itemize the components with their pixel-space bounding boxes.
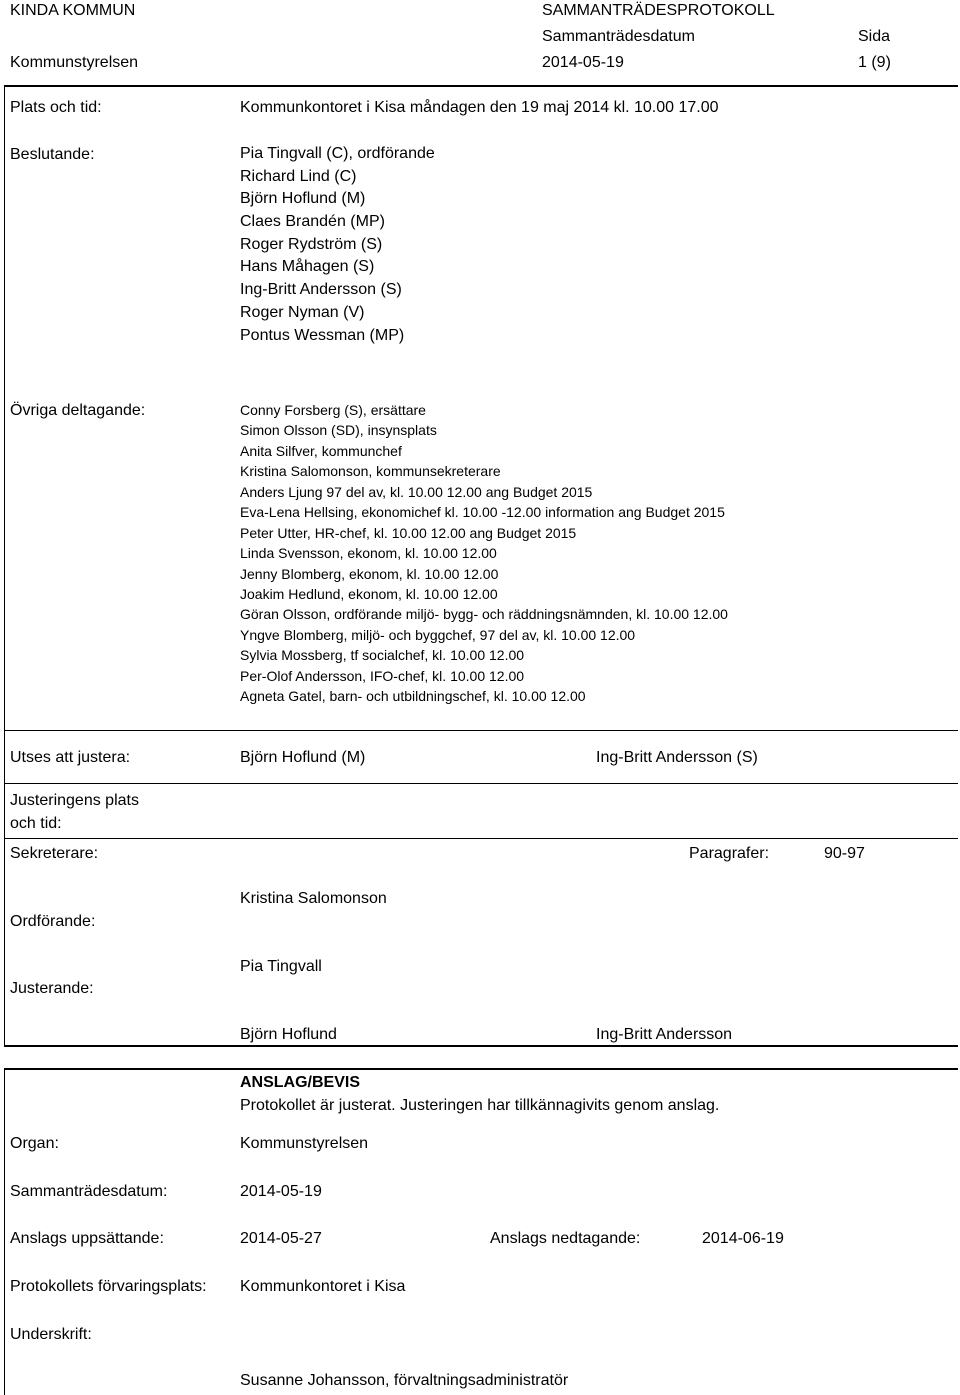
adjustment-time-label: och tid: (10, 815, 62, 832)
list-item: Roger Rydström (S) (240, 235, 383, 253)
meeting-date: 2014-05-19 (542, 54, 624, 71)
list-item: Anders Ljung 97 del av, kl. 10.00 12.00 ang Budget 2015 (240, 483, 593, 500)
header-divider (4, 85, 958, 87)
list-item: Per-Olof Andersson, IFO-chef, kl. 10.00 12.00 (240, 667, 525, 684)
page-label: Sida (858, 28, 891, 45)
decision-makers-label: Beslutande: (10, 146, 95, 163)
signature-label: Underskrift: (10, 1326, 92, 1343)
list-item: Göran Olsson, ordförande miljö- bygg- och räddningsnämnden, kl. 10.00 12.00 (240, 606, 728, 623)
list-item: Kristina Salomonson, kommunsekreterare (240, 463, 501, 480)
list-item: Roger Nyman (V) (240, 303, 365, 321)
list-item: Ing-Britt Andersson (S) (240, 281, 402, 299)
notice-top-border (4, 1068, 958, 1070)
secretary-name: Kristina Salomonson (240, 890, 387, 907)
list-item: Sylvia Mossberg, tf socialchef, kl. 10.00 12.00 (240, 647, 525, 664)
list-item: Simon Olsson (SD), insynsplats (240, 422, 437, 439)
notice-title: ANSLAG/BEVIS (240, 1074, 361, 1091)
left-border (4, 87, 5, 1046)
place-time-value: Kommunkontoret i Kisa måndagen den 19 maj 2014 kl. 10.00 17.00 (240, 99, 719, 116)
organ-label: Organ: (10, 1135, 59, 1152)
body-name: Kommunstyrelsen (10, 54, 139, 71)
storage-value: Kommunkontoret i Kisa (240, 1278, 406, 1295)
list-item: Agneta Gatel, barn- och utbildningschef, kl. 10.00 12.00 (240, 688, 586, 705)
list-item: Conny Forsberg (S), ersättare (240, 402, 426, 418)
removed-label: Anslags nedtagande: (490, 1230, 641, 1247)
other-participants-label: Övriga deltagande: (10, 402, 146, 419)
place-time-label: Plats och tid: (10, 99, 102, 116)
document-type: SAMMANTRÄDESPROTOKOLL (542, 2, 775, 19)
list-item: Jenny Blomberg, ekonom, kl. 10.00 12.00 (240, 565, 499, 582)
chair-name: Pia Tingvall (240, 958, 322, 975)
adjuster-second: Ing-Britt Andersson (S) (596, 749, 758, 766)
other-participants-list (240, 400, 728, 707)
list-item: Yngve Blomberg, miljö- och byggchef, 97 del av, kl. 10.00 12.00 (240, 626, 636, 643)
list-item: Peter Utter, HR-chef, kl. 10.00 12.00 ang Budget 2015 (240, 524, 577, 541)
signature-section-bottom-border (4, 1045, 958, 1047)
list-item: Eva-Lena Hellsing, ekonomichef kl. 10.00 -12.00 information ang Budget 2015 (240, 504, 725, 521)
paragraphs-label: Paragrafer: (689, 845, 770, 862)
adjuster-label: Justerande: (10, 980, 94, 997)
section-divider (4, 783, 958, 784)
notice-text: Protokollet är justerat. Justeringen har tillkännagivits genom anslag. (240, 1097, 720, 1114)
notice-left-border (4, 1070, 5, 1395)
list-item: Richard Lind (C) (240, 167, 357, 185)
notice-meeting-date-label: Sammanträdesdatum: (10, 1183, 168, 1200)
list-item: Anita Silfver, kommunchef (240, 442, 402, 459)
signature-name: Susanne Johansson, förvaltningsadministratör (240, 1372, 569, 1389)
adjustment-place-label: Justeringens plats (10, 792, 139, 809)
posted-label: Anslags uppsättande: (10, 1230, 164, 1247)
adjuster-first: Björn Hoflund (M) (240, 749, 366, 766)
paragraphs-value: 90-97 (824, 845, 865, 862)
section-divider (4, 838, 958, 839)
municipality-name: KINDA KOMMUN (10, 2, 136, 19)
list-item: Björn Hoflund (M) (240, 190, 366, 208)
decision-makers-list (240, 143, 435, 347)
section-divider (4, 730, 958, 731)
meeting-date-label: Sammanträdesdatum (542, 28, 695, 45)
list-item: Claes Brandén (MP) (240, 213, 385, 231)
list-item: Joakim Hedlund, ekonom, kl. 10.00 12.00 (240, 585, 498, 602)
posted-value: 2014-05-27 (240, 1230, 322, 1247)
list-item: Linda Svensson, ekonom, kl. 10.00 12.00 (240, 545, 497, 562)
storage-label: Protokollets förvaringsplats: (10, 1278, 207, 1295)
list-item: Pontus Wessman (MP) (240, 326, 405, 344)
page-number: 1 (9) (858, 54, 891, 71)
list-item: Pia Tingvall (C), ordförande (240, 145, 435, 162)
secretary-label: Sekreterare: (10, 845, 99, 862)
adjusters-label: Utses att justera: (10, 749, 131, 766)
organ-value: Kommunstyrelsen (240, 1135, 369, 1152)
list-item: Hans Måhagen (S) (240, 258, 375, 276)
chair-label: Ordförande: (10, 913, 96, 930)
removed-value: 2014-06-19 (702, 1230, 784, 1247)
adjuster-name-1: Björn Hoflund (240, 1026, 337, 1043)
adjuster-name-2: Ing-Britt Andersson (596, 1026, 733, 1043)
notice-meeting-date-value: 2014-05-19 (240, 1183, 322, 1200)
